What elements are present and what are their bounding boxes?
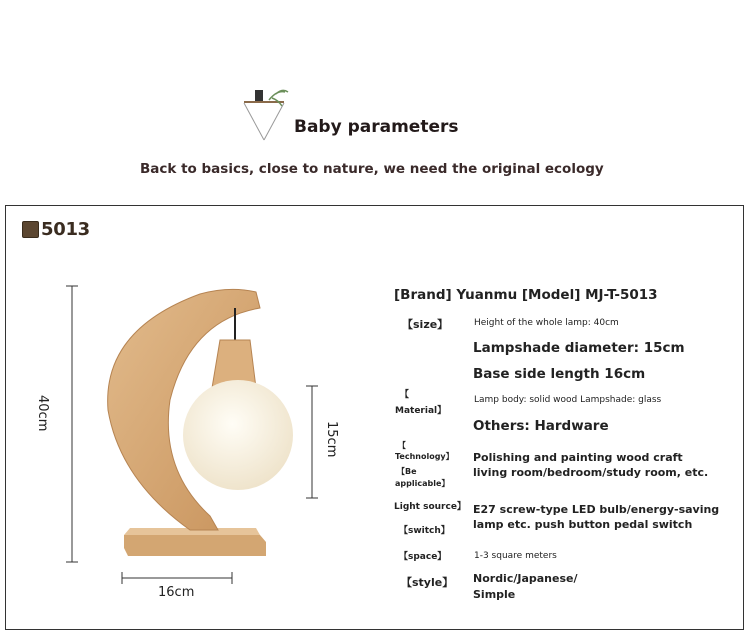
dimension-15-line [306,386,318,498]
model-number: 5013 [41,218,90,240]
lamp-illustration [60,280,360,600]
hanging-plant-icon [234,82,294,152]
size-label: 【size】 [402,318,449,331]
light-source-value: E27 screw-type LED bulb/energy-saving [473,503,720,516]
light-source-label: Light source】 [394,502,466,512]
technology-label-line2: Technology】 [395,452,454,461]
applicable-value: living room/bedroom/study room, etc. [473,466,709,479]
page-title: Baby parameters [294,117,459,137]
base-side: Base side length 16cm [473,366,646,382]
model-badge [22,218,90,240]
others: Others: Hardware [473,418,609,434]
style-value-line2: Simple [473,588,516,601]
technology-value: Polishing and painting wood craft [473,451,683,464]
model-square-icon [22,221,39,238]
lampshade-diameter: Lampshade diameter: 15cm [473,340,685,356]
technology-label-line1: 【 [398,441,406,450]
dimension-shade-label: 15cm [324,421,339,458]
switch-label: 【switch】 [399,526,450,536]
material-label-line2: Material】 [395,406,447,416]
lamp-globe [183,380,293,490]
style-label: 【style】 [401,576,454,589]
applicable-label-line1: 【Be [397,467,417,476]
dimension-40-line [66,286,78,562]
dimension-16-line [122,572,232,584]
switch-value: lamp etc. push button pedal switch [473,518,693,531]
dimension-base-label: 16cm [158,585,195,600]
brand-model: [Brand] Yuanmu [Model] MJ-T-5013 [394,287,658,303]
dimension-height-label: 40cm [35,395,50,432]
material-label-line1: 【 [400,390,410,400]
material-value: Lamp body: solid wood Lampshade: glass [474,395,662,405]
page-subtitle: Back to basics, close to nature, we need the original ecology [140,161,604,177]
applicable-label-line2: applicable】 [395,479,450,488]
size-height: Height of the whole lamp: 40cm [474,318,619,328]
style-value-line1: Nordic/Japanese/ [473,572,578,585]
space-label: 【space】 [399,552,447,562]
lamp-base [124,528,266,556]
space-value: 1-3 square meters [474,551,557,561]
